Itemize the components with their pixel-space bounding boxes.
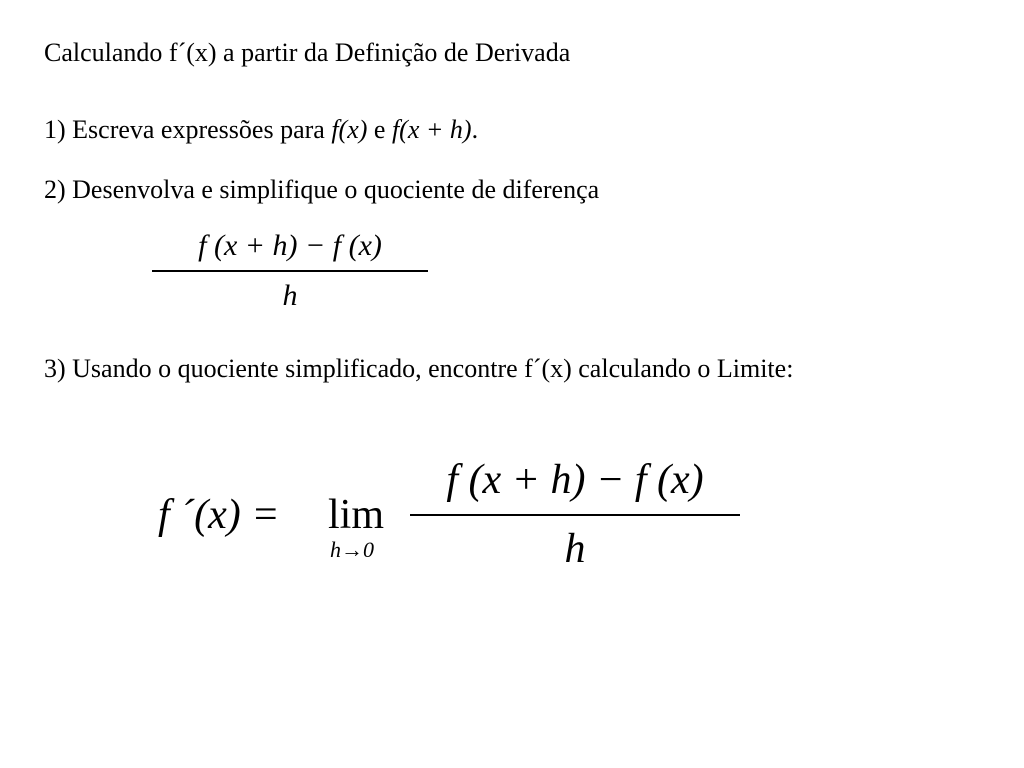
step-1-conj: e (367, 115, 392, 144)
step-1-expr-fx: f(x) (331, 115, 368, 144)
derivative-lhs: f ´(x) = (158, 492, 280, 538)
quotient-denominator: h (282, 279, 298, 312)
page-title: Calculando f´(x) a partir da Definição de Derivada (44, 38, 571, 67)
step-1-expr-fxh: f(x + h) (391, 115, 472, 144)
limit-fraction (410, 448, 740, 576)
step-3: 3) Usando o quociente simplificado, encontre f´(x) calculando o Limite: (44, 354, 794, 383)
limit-subscript: h→0 (330, 537, 374, 562)
limit-fraction-bar (410, 514, 740, 516)
limit-numerator: f (x + h) − f (x) (446, 457, 704, 503)
limit-operator: lim (328, 492, 385, 538)
step-2: 2) Desenvolva e simplifique o quociente de diferença (44, 175, 600, 204)
step-1 (44, 114, 478, 146)
limit-formula (158, 448, 758, 588)
quotient-numerator: f (x + h) − f (x) (198, 229, 382, 262)
fraction-bar (152, 270, 428, 272)
limit-denominator: h (564, 526, 586, 572)
difference-quotient (152, 226, 428, 314)
step-1-text: 1) Escreva expressões para (44, 115, 332, 144)
step-1-end: . (471, 115, 479, 144)
